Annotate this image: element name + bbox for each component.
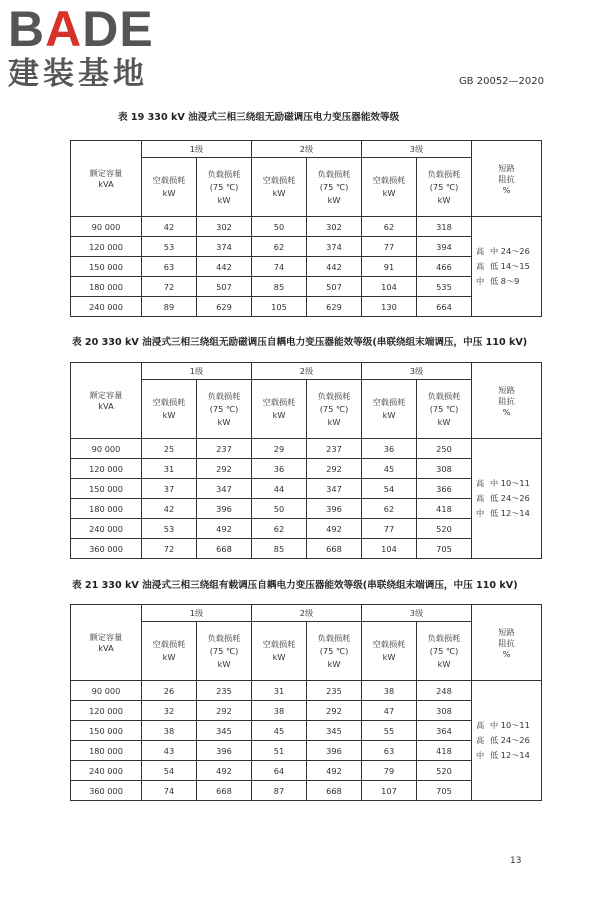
impedance-line: 中 低 8～9 [476, 276, 520, 286]
loss-value-cell: 492 [307, 761, 362, 781]
level-3-header: 3级 [362, 141, 472, 158]
loss-value-cell: 374 [197, 237, 252, 257]
level-1-header: 1级 [142, 363, 252, 380]
table-row [71, 539, 542, 559]
loss-value-cell: 292 [197, 459, 252, 479]
impedance-line: 中 低 12～14 [476, 508, 530, 518]
loss-value-cell: 347 [197, 479, 252, 499]
rated-capacity-header: 额定容量 kVA [71, 605, 142, 681]
loss-value-cell: 442 [307, 257, 362, 277]
capacity-cell: 360 000 [71, 539, 142, 559]
load-loss-header: 负载损耗 (75 ℃) kW [417, 380, 472, 439]
loss-value-cell: 45 [252, 721, 307, 741]
loss-value-cell: 248 [417, 681, 472, 701]
table-row [71, 297, 542, 317]
loss-value-cell: 668 [197, 539, 252, 559]
loss-value-cell: 668 [197, 781, 252, 801]
loss-value-cell: 53 [142, 519, 197, 539]
loss-value-cell: 53 [142, 237, 197, 257]
loss-value-cell: 250 [417, 439, 472, 459]
loss-value-cell: 466 [417, 257, 472, 277]
loss-value-cell: 38 [362, 681, 417, 701]
capacity-cell: 120 000 [71, 237, 142, 257]
noload-loss-header: 空载损耗 kW [142, 622, 197, 681]
loss-value-cell: 85 [252, 277, 307, 297]
noload-loss-header: 空载损耗 kW [142, 380, 197, 439]
level-1-header: 1级 [142, 605, 252, 622]
efficiency-table-20 [70, 362, 542, 559]
rated-capacity-header: 额定容量 kVA [71, 141, 142, 217]
short-circuit-impedance-header: 短路 阻抗 % [472, 605, 542, 681]
loss-value-cell: 308 [417, 701, 472, 721]
loss-value-cell: 77 [362, 237, 417, 257]
load-loss-header: 负载损耗 (75 ℃) kW [307, 380, 362, 439]
level-2-header: 2级 [252, 605, 362, 622]
capacity-cell: 180 000 [71, 741, 142, 761]
table-20-caption: 表 20 330 kV 油浸式三相三绕组无励磁调压自耦电力变压器能效等级(串联绕组末端调压，中压 110 kV) [72, 337, 528, 348]
loss-value-cell: 366 [417, 479, 472, 499]
page-number: 13 [510, 856, 522, 866]
table-19-caption: 表 19 330 kV 油浸式三相三绕组无励磁调压电力变压器能效等级 [118, 112, 400, 123]
level-1-header: 1级 [142, 141, 252, 158]
noload-loss-header: 空载损耗 kW [362, 158, 417, 217]
loss-value-cell: 507 [197, 277, 252, 297]
loss-value-cell: 492 [307, 519, 362, 539]
loss-value-cell: 302 [307, 217, 362, 237]
capacity-cell: 150 000 [71, 257, 142, 277]
noload-loss-header: 空载损耗 kW [142, 158, 197, 217]
capacity-cell: 240 000 [71, 519, 142, 539]
loss-value-cell: 74 [142, 781, 197, 801]
loss-value-cell: 50 [252, 217, 307, 237]
loss-value-cell: 62 [362, 217, 417, 237]
loss-value-cell: 64 [252, 761, 307, 781]
loss-value-cell: 396 [197, 741, 252, 761]
loss-value-cell: 104 [362, 277, 417, 297]
capacity-cell: 180 000 [71, 277, 142, 297]
load-loss-header: 负载损耗 (75 ℃) kW [197, 622, 252, 681]
capacity-cell: 90 000 [71, 681, 142, 701]
loss-value-cell: 364 [417, 721, 472, 741]
loss-value-cell: 26 [142, 681, 197, 701]
loss-value-cell: 85 [252, 539, 307, 559]
noload-loss-header: 空载损耗 kW [362, 622, 417, 681]
capacity-cell: 180 000 [71, 499, 142, 519]
loss-value-cell: 292 [197, 701, 252, 721]
capacity-cell: 150 000 [71, 479, 142, 499]
loss-value-cell: 36 [362, 439, 417, 459]
loss-value-cell: 63 [362, 741, 417, 761]
loss-value-cell: 37 [142, 479, 197, 499]
capacity-cell: 360 000 [71, 781, 142, 801]
capacity-cell: 120 000 [71, 701, 142, 721]
loss-value-cell: 492 [197, 519, 252, 539]
load-loss-header: 负载损耗 (75 ℃) kW [417, 622, 472, 681]
table-row [71, 741, 542, 761]
loss-value-cell: 32 [142, 701, 197, 721]
loss-value-cell: 394 [417, 237, 472, 257]
loss-value-cell: 62 [252, 237, 307, 257]
efficiency-table-19 [70, 140, 542, 317]
rated-capacity-header: 额定容量 kVA [71, 363, 142, 439]
loss-value-cell: 42 [142, 499, 197, 519]
impedance-line: 高 低 14～15 [476, 261, 530, 271]
loss-value-cell: 308 [417, 459, 472, 479]
loss-value-cell: 44 [252, 479, 307, 499]
table-row [71, 781, 542, 801]
table-row [71, 439, 542, 459]
impedance-line: 高 中 10～11 [476, 720, 530, 730]
load-loss-header: 负载损耗 (75 ℃) kW [197, 380, 252, 439]
table-row [71, 701, 542, 721]
logo-wordmark: BADE [8, 1, 154, 57]
loss-value-cell: 91 [362, 257, 417, 277]
loss-value-cell: 345 [307, 721, 362, 741]
impedance-cell [472, 439, 542, 559]
impedance-line: 高 中 10～11 [476, 478, 530, 488]
impedance-cell [472, 217, 542, 317]
loss-value-cell: 235 [197, 681, 252, 701]
loss-value-cell: 507 [307, 277, 362, 297]
loss-value-cell: 74 [252, 257, 307, 277]
efficiency-table-21 [70, 604, 542, 801]
loss-value-cell: 237 [197, 439, 252, 459]
table-row [71, 721, 542, 741]
loss-value-cell: 520 [417, 761, 472, 781]
loss-value-cell: 54 [142, 761, 197, 781]
loss-value-cell: 77 [362, 519, 417, 539]
loss-value-cell: 705 [417, 781, 472, 801]
loss-value-cell: 72 [142, 277, 197, 297]
loss-value-cell: 396 [197, 499, 252, 519]
level-3-header: 3级 [362, 363, 472, 380]
loss-value-cell: 63 [142, 257, 197, 277]
loss-value-cell: 668 [307, 539, 362, 559]
capacity-cell: 150 000 [71, 721, 142, 741]
loss-value-cell: 396 [307, 741, 362, 761]
loss-value-cell: 318 [417, 217, 472, 237]
noload-loss-header: 空载损耗 kW [362, 380, 417, 439]
loss-value-cell: 418 [417, 741, 472, 761]
loss-value-cell: 442 [197, 257, 252, 277]
noload-loss-header: 空载损耗 kW [252, 622, 307, 681]
short-circuit-impedance-header: 短路 阻抗 % [472, 363, 542, 439]
loss-value-cell: 55 [362, 721, 417, 741]
loss-value-cell: 418 [417, 499, 472, 519]
logo-subtitle: 建装基地 [8, 56, 148, 92]
capacity-cell: 120 000 [71, 459, 142, 479]
table-21-caption: 表 21 330 kV 油浸式三相三绕组有载调压自耦电力变压器能效等级(串联绕组末端调压，中压 110 kV) [72, 580, 518, 591]
loss-value-cell: 104 [362, 539, 417, 559]
loss-value-cell: 347 [307, 479, 362, 499]
loss-value-cell: 235 [307, 681, 362, 701]
load-loss-header: 负载损耗 (75 ℃) kW [417, 158, 472, 217]
capacity-cell: 90 000 [71, 217, 142, 237]
table-row [71, 277, 542, 297]
loss-value-cell: 374 [307, 237, 362, 257]
loss-value-cell: 237 [307, 439, 362, 459]
impedance-line: 高 低 24～26 [476, 735, 530, 745]
loss-value-cell: 292 [307, 701, 362, 721]
loss-value-cell: 29 [252, 439, 307, 459]
loss-value-cell: 705 [417, 539, 472, 559]
loss-value-cell: 302 [197, 217, 252, 237]
load-loss-header: 负载损耗 (75 ℃) kW [197, 158, 252, 217]
loss-value-cell: 79 [362, 761, 417, 781]
impedance-cell [472, 681, 542, 801]
loss-value-cell: 43 [142, 741, 197, 761]
loss-value-cell: 25 [142, 439, 197, 459]
loss-value-cell: 629 [197, 297, 252, 317]
loss-value-cell: 89 [142, 297, 197, 317]
noload-loss-header: 空载损耗 kW [252, 158, 307, 217]
brand-logo [8, 1, 178, 92]
loss-value-cell: 50 [252, 499, 307, 519]
load-loss-header: 负载损耗 (75 ℃) kW [307, 158, 362, 217]
impedance-line: 中 低 12～14 [476, 750, 530, 760]
loss-value-cell: 72 [142, 539, 197, 559]
table-row [71, 761, 542, 781]
table-row [71, 257, 542, 277]
loss-value-cell: 105 [252, 297, 307, 317]
table-row [71, 459, 542, 479]
table-row [71, 479, 542, 499]
loss-value-cell: 87 [252, 781, 307, 801]
load-loss-header: 负载损耗 (75 ℃) kW [307, 622, 362, 681]
loss-value-cell: 492 [197, 761, 252, 781]
loss-value-cell: 396 [307, 499, 362, 519]
standard-number: GB 20052—2020 [458, 76, 544, 87]
table-row [71, 499, 542, 519]
loss-value-cell: 54 [362, 479, 417, 499]
loss-value-cell: 130 [362, 297, 417, 317]
level-3-header: 3级 [362, 605, 472, 622]
loss-value-cell: 62 [362, 499, 417, 519]
loss-value-cell: 292 [307, 459, 362, 479]
loss-value-cell: 535 [417, 277, 472, 297]
loss-value-cell: 345 [197, 721, 252, 741]
loss-value-cell: 107 [362, 781, 417, 801]
loss-value-cell: 31 [252, 681, 307, 701]
capacity-cell: 90 000 [71, 439, 142, 459]
loss-value-cell: 47 [362, 701, 417, 721]
short-circuit-impedance-header: 短路 阻抗 % [472, 141, 542, 217]
table-row [71, 681, 542, 701]
table-row [71, 519, 542, 539]
loss-value-cell: 38 [142, 721, 197, 741]
table-row [71, 217, 542, 237]
noload-loss-header: 空载损耗 kW [252, 380, 307, 439]
impedance-line: 高 中 24～26 [476, 246, 530, 256]
loss-value-cell: 664 [417, 297, 472, 317]
loss-value-cell: 45 [362, 459, 417, 479]
loss-value-cell: 629 [307, 297, 362, 317]
capacity-cell: 240 000 [71, 761, 142, 781]
loss-value-cell: 62 [252, 519, 307, 539]
loss-value-cell: 668 [307, 781, 362, 801]
capacity-cell: 240 000 [71, 297, 142, 317]
loss-value-cell: 42 [142, 217, 197, 237]
loss-value-cell: 31 [142, 459, 197, 479]
loss-value-cell: 520 [417, 519, 472, 539]
impedance-line: 高 低 24～26 [476, 493, 530, 503]
level-2-header: 2级 [252, 141, 362, 158]
level-2-header: 2级 [252, 363, 362, 380]
loss-value-cell: 38 [252, 701, 307, 721]
loss-value-cell: 51 [252, 741, 307, 761]
table-row [71, 237, 542, 257]
loss-value-cell: 36 [252, 459, 307, 479]
